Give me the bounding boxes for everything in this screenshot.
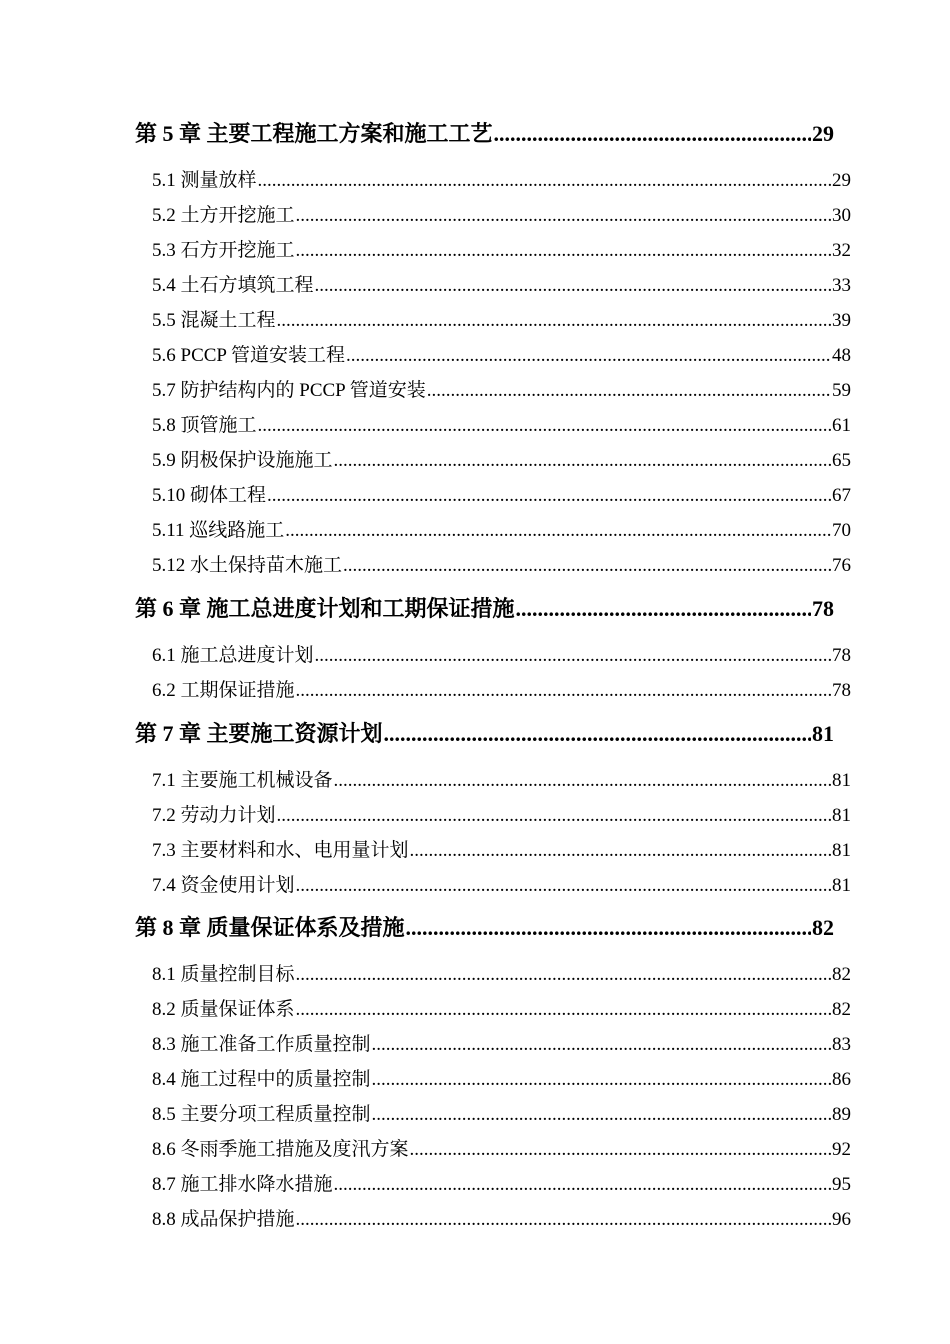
dot-leader [296,999,831,1021]
toc-section-5-4[interactable] [152,270,851,298]
toc-section-5-12[interactable] [152,550,851,578]
toc-section-6-2[interactable] [152,675,851,703]
toc-section-7-4[interactable] [152,870,851,898]
dot-leader [494,121,811,147]
section-title: 7.4 资金使用计划 [152,875,295,896]
section-title: 8.3 施工准备工作质量控制 [152,1034,371,1055]
toc-section-5-11[interactable] [152,515,851,543]
toc-section-8-7[interactable] [152,1169,851,1197]
toc-section-5-3[interactable] [152,235,851,263]
section-page-number: 33 [832,275,851,296]
section-page-number: 76 [832,555,851,576]
section-page-number: 59 [832,380,851,401]
section-page-number: 32 [832,240,851,261]
toc-section-6-1[interactable] [152,640,851,668]
dot-leader [258,415,831,437]
dot-leader [296,875,831,897]
section-title: 8.5 主要分项工程质量控制 [152,1104,371,1125]
section-page-number: 92 [832,1139,851,1160]
dot-leader [334,770,831,792]
toc-section-8-5[interactable] [152,1099,851,1127]
toc-chapter-6[interactable] [135,592,834,624]
section-title: 5.9 阴极保护设施施工 [152,450,333,471]
dot-leader [315,645,831,667]
toc-section-7-2[interactable] [152,800,851,828]
section-page-number: 48 [832,345,851,366]
dot-leader [372,1104,831,1126]
section-page-number: 70 [832,520,851,541]
dot-leader [343,555,831,577]
dot-leader [296,1209,831,1231]
toc-section-5-10[interactable] [152,480,851,508]
dot-leader [372,1034,831,1056]
dot-leader [296,240,831,262]
section-page-number: 78 [832,680,851,701]
chapter-page-number: 29 [812,121,834,146]
section-title: 5.12 水土保持苗木施工 [152,555,343,576]
section-title: 5.4 土石方填筑工程 [152,275,314,296]
section-title: 7.1 主要施工机械设备 [152,770,333,791]
chapter-title: 第 8 章 质量保证体系及措施 [135,915,405,940]
section-page-number: 86 [832,1069,851,1090]
section-page-number: 81 [832,875,851,896]
dot-leader [334,1174,831,1196]
toc-section-5-1[interactable] [152,165,851,193]
dot-leader [296,680,831,702]
toc-section-8-8[interactable] [152,1204,851,1232]
section-title: 8.1 质量控制目标 [152,964,295,985]
section-title: 5.7 防护结构内的 PCCP 管道安装 [152,380,426,401]
dot-leader [267,485,831,507]
section-page-number: 30 [832,205,851,226]
section-page-number: 65 [832,450,851,471]
section-page-number: 78 [832,645,851,666]
dot-leader [372,1069,831,1091]
section-page-number: 61 [832,415,851,436]
section-title: 5.3 石方开挖施工 [152,240,295,261]
section-page-number: 39 [832,310,851,331]
toc-chapter-5[interactable] [135,117,834,149]
dot-leader [315,275,831,297]
section-page-number: 83 [832,1034,851,1055]
chapter-page-number: 82 [812,915,834,940]
section-title: 5.2 土方开挖施工 [152,205,295,226]
toc-section-5-8[interactable] [152,410,851,438]
dot-leader [427,380,831,402]
dot-leader [296,964,831,986]
dot-leader [258,170,831,192]
dot-leader [296,205,831,227]
section-page-number: 81 [832,840,851,861]
section-title: 5.6 PCCP 管道安装工程 [152,345,346,366]
section-page-number: 67 [832,485,851,506]
chapter-title: 第 5 章 主要工程施工方案和施工工艺 [135,121,493,146]
toc-section-5-5[interactable] [152,305,851,333]
section-page-number: 82 [832,964,851,985]
section-title: 8.4 施工过程中的质量控制 [152,1069,371,1090]
section-title: 5.5 混凝土工程 [152,310,276,331]
toc-section-8-3[interactable] [152,1029,851,1057]
dot-leader [410,840,831,862]
toc-section-8-1[interactable] [152,959,851,987]
toc-section-7-3[interactable] [152,835,851,863]
section-page-number: 81 [832,805,851,826]
section-page-number: 95 [832,1174,851,1195]
toc-section-5-9[interactable] [152,445,851,473]
toc-section-8-2[interactable] [152,994,851,1022]
toc-section-7-1[interactable] [152,765,851,793]
section-title: 6.2 工期保证措施 [152,680,295,701]
dot-leader [384,721,811,747]
dot-leader [285,520,831,542]
section-title: 7.2 劳动力计划 [152,805,276,826]
chapter-page-number: 81 [812,721,834,746]
section-title: 8.8 成品保护措施 [152,1209,295,1230]
toc-chapter-7[interactable] [135,717,834,749]
toc-section-5-6[interactable] [152,340,851,368]
toc-chapter-8[interactable] [135,911,834,943]
dot-leader [410,1139,831,1161]
dot-leader [277,805,831,827]
chapter-page-number: 78 [812,596,834,621]
dot-leader [346,345,831,367]
section-title: 5.11 巡线路施工 [152,520,285,541]
chapter-title: 第 7 章 主要施工资源计划 [135,721,383,746]
toc-section-5-7[interactable] [152,375,851,403]
section-title: 8.7 施工排水降水措施 [152,1174,333,1195]
section-title: 8.2 质量保证体系 [152,999,295,1020]
chapter-title: 第 6 章 施工总进度计划和工期保证措施 [135,596,515,621]
toc-section-8-6[interactable] [152,1134,851,1162]
section-page-number: 82 [832,999,851,1020]
section-title: 5.10 砌体工程 [152,485,267,506]
section-page-number: 96 [832,1209,851,1230]
section-title: 7.3 主要材料和水、电用量计划 [152,840,409,861]
dot-leader [406,915,811,941]
dot-leader [277,310,831,332]
toc-section-5-2[interactable] [152,200,851,228]
section-page-number: 89 [832,1104,851,1125]
dot-leader [334,450,831,472]
section-page-number: 29 [832,170,851,191]
section-title: 8.6 冬雨季施工措施及度汛方案 [152,1139,409,1160]
section-title: 5.1 测量放样 [152,170,257,191]
toc-section-8-4[interactable] [152,1064,851,1092]
section-title: 5.8 顶管施工 [152,415,257,436]
section-page-number: 81 [832,770,851,791]
section-title: 6.1 施工总进度计划 [152,645,314,666]
dot-leader [516,596,811,622]
